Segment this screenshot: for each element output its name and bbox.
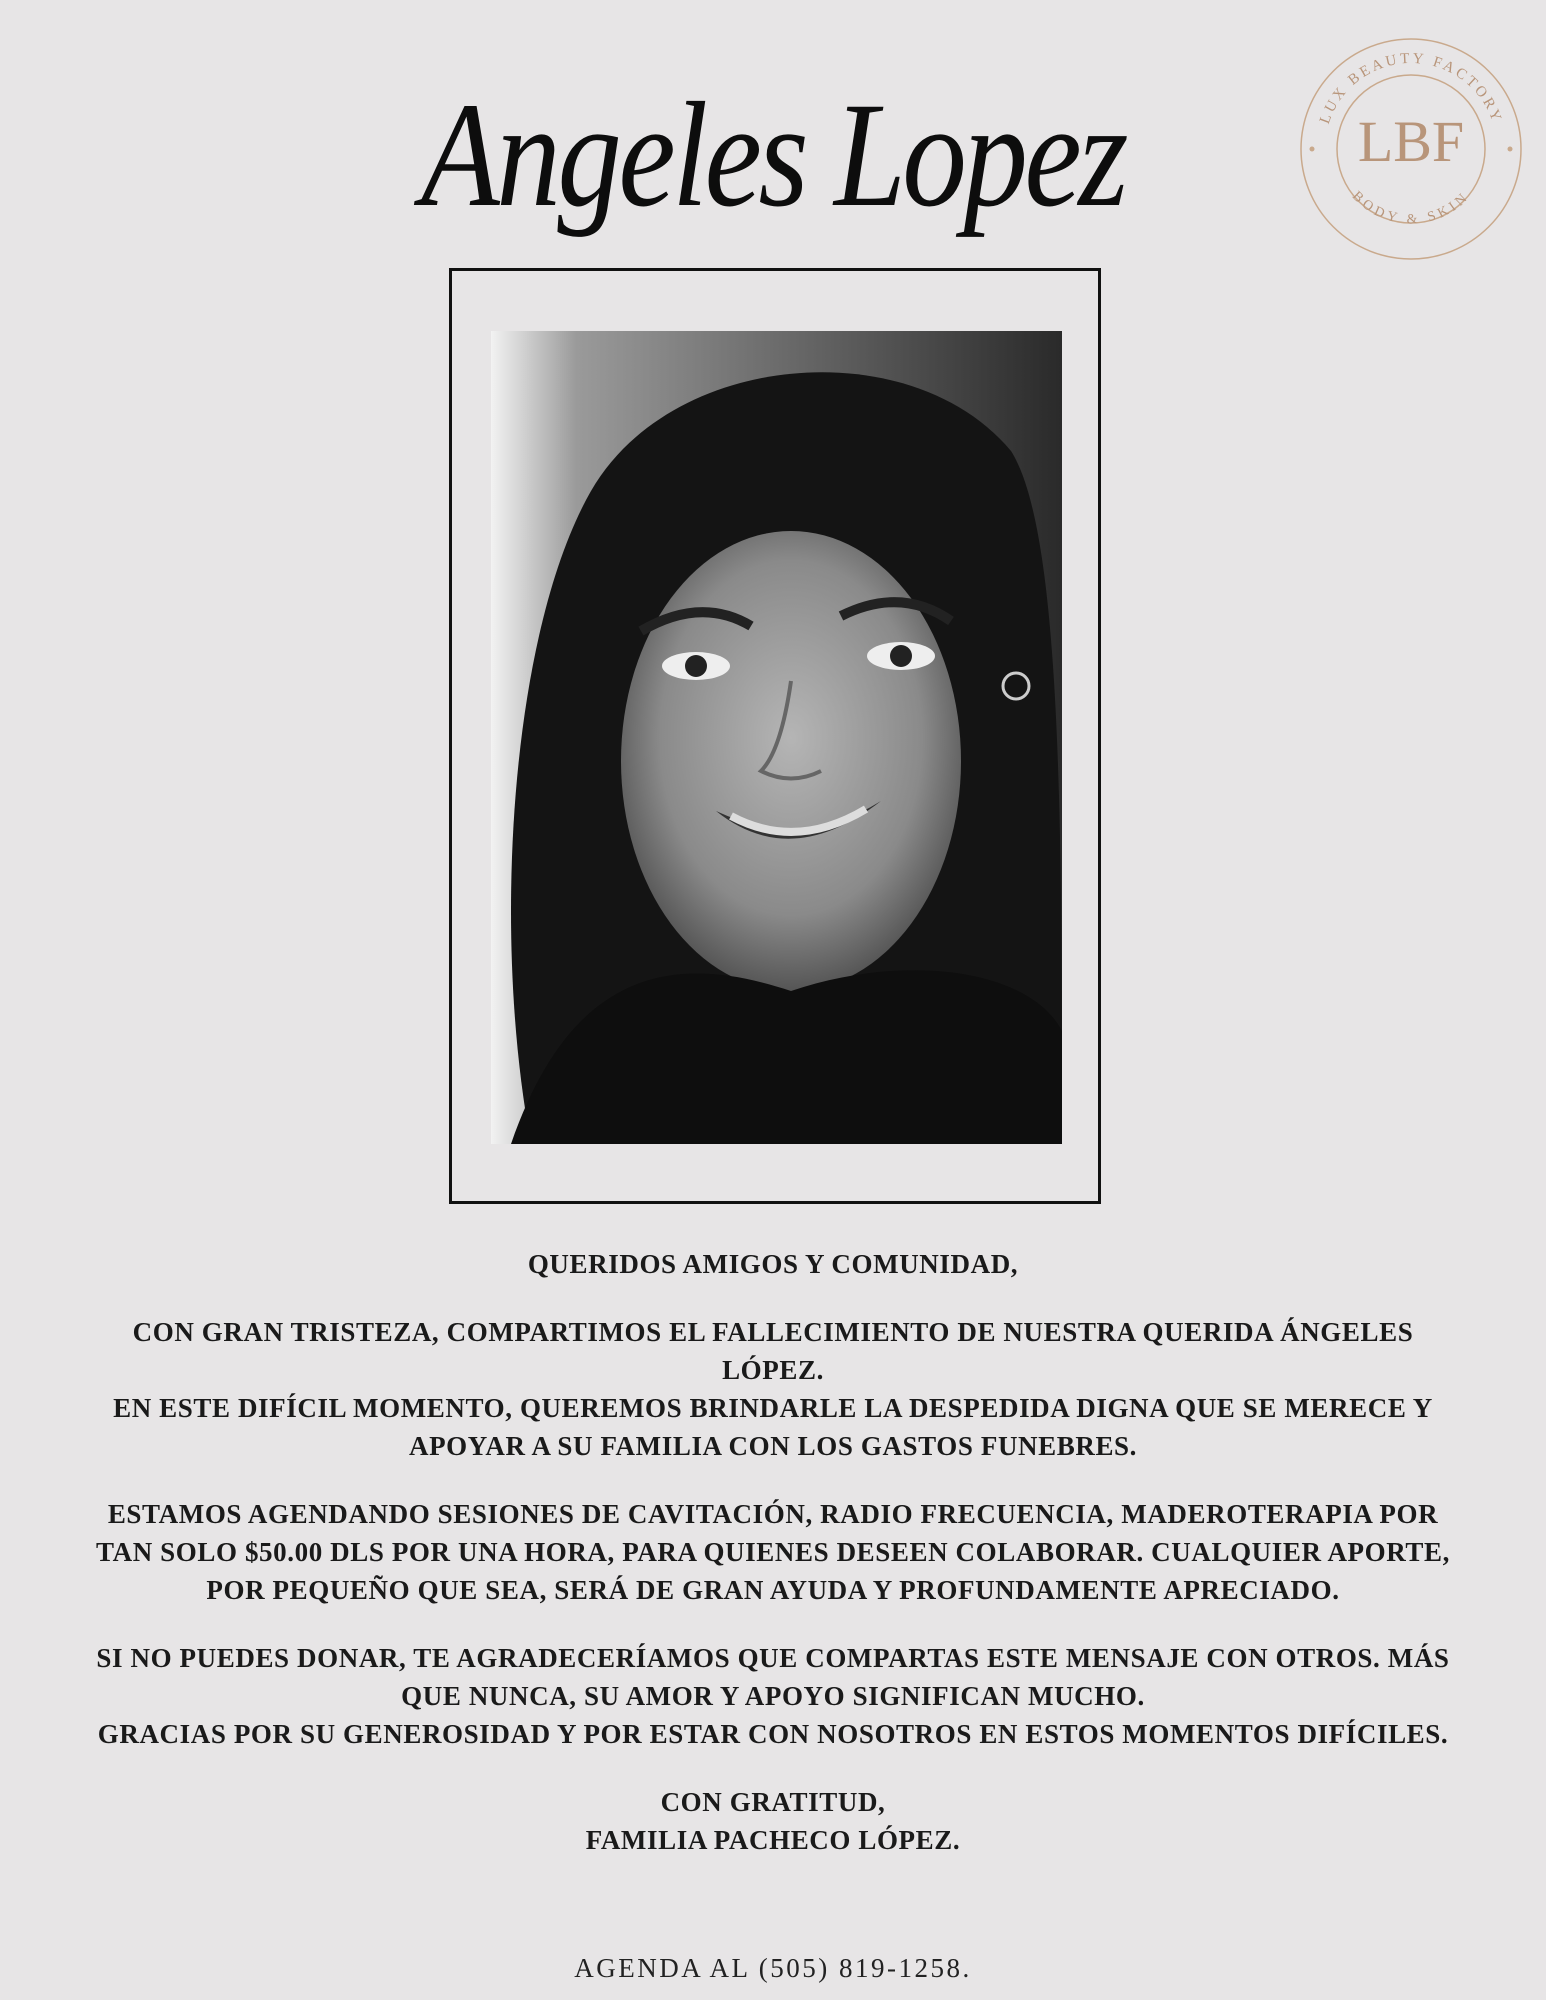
message-line: SI NO PUEDES DONAR, TE AGRADECERÍAMOS QUE COMPARTAS ESTE MENSAJE CON OTROS. MÁS — [96, 1643, 1450, 1673]
logo-arc-bottom: BODY & SKIN — [1348, 188, 1474, 228]
message-line: LÓPEZ. — [722, 1355, 824, 1385]
message-line: APOYAR A SU FAMILIA CON LOS GASTOS FUNEBRES. — [408, 1431, 1138, 1461]
lbf-logo — [1295, 33, 1527, 265]
message-line: ESTAMOS AGENDANDO SESIONES DE CAVITACIÓN, RADIO FRECUENCIA, MADEROTERAPIA POR — [107, 1499, 1439, 1529]
message-line: CON GRAN TRISTEZA, COMPARTIMOS EL FALLECIMIENTO DE NUESTRA QUERIDA ÁNGELES — [132, 1317, 1414, 1347]
greeting: QUERIDOS AMIGOS Y COMUNIDAD, — [527, 1249, 1019, 1279]
page-title: Angeles Lopez — [420, 72, 1126, 238]
closing: CON GRATITUD, — [660, 1787, 886, 1817]
contact-phone: AGENDA AL (505) 819-1258. — [574, 1953, 972, 1983]
portrait-photo — [491, 331, 1062, 1144]
message-body — [30, 1245, 1516, 1859]
logo-arc-top: LUX BEAUTY FACTORY — [1317, 50, 1505, 127]
svg-text:BODY & SKIN — [1349, 189, 1473, 228]
message-line: TAN SOLO $50.00 DLS POR UNA HORA, PARA QUIENES DESEEN COLABORAR. CUALQUIER APORTE, — [96, 1537, 1450, 1567]
message-line: GRACIAS POR SU GENEROSIDAD Y POR ESTAR CON NOSOTROS EN ESTOS MOMENTOS DIFÍCILES. — [97, 1719, 1449, 1749]
message-line: EN ESTE DIFÍCIL MOMENTO, QUEREMOS BRINDARLE LA DESPEDIDA DIGNA QUE SE MERECE Y — [113, 1393, 1433, 1423]
message-line: POR PEQUEÑO QUE SEA, SERÁ DE GRAN AYUDA Y PROFUNDAMENTE APRECIADO. — [206, 1575, 1340, 1605]
message-line: QUE NUNCA, SU AMOR Y APOYO SIGNIFICAN MUCHO. — [401, 1681, 1145, 1711]
portrait-icon — [491, 331, 1062, 1144]
logo-monogram: LBF — [1357, 109, 1465, 174]
signature: FAMILIA PACHECO LÓPEZ. — [585, 1825, 961, 1855]
